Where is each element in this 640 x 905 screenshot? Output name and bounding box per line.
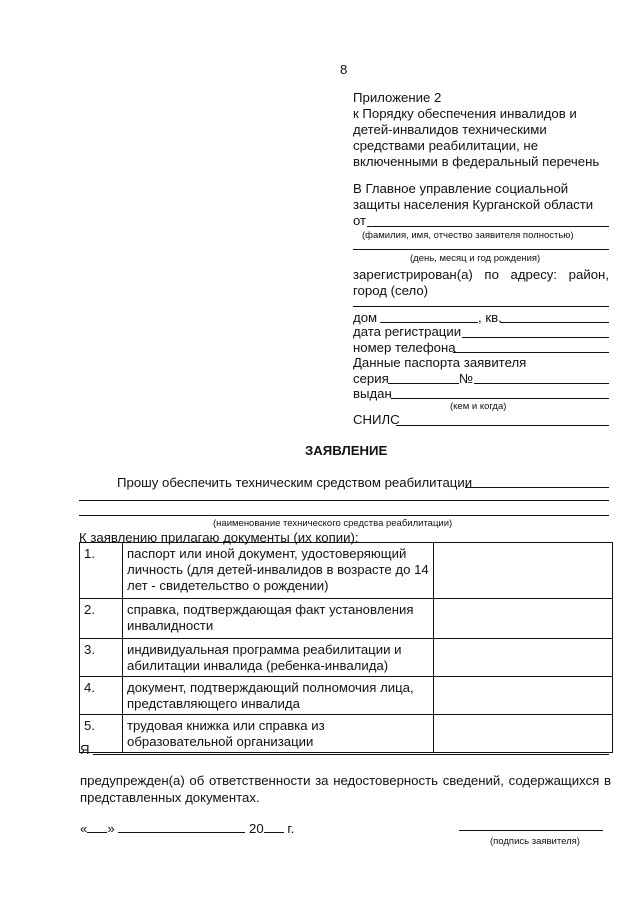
house-field[interactable]	[380, 322, 478, 323]
apartment-label: , кв.	[478, 310, 502, 325]
doc-note-cell[interactable]	[434, 599, 613, 639]
table-row	[80, 677, 613, 715]
series-label: серия	[353, 371, 389, 386]
from-label: от	[353, 213, 367, 228]
reg-date-field[interactable]	[462, 337, 609, 338]
issued-label: выдан	[353, 386, 392, 401]
appendix-title: Приложение 2	[353, 90, 442, 105]
doc-text: индивидуальная программа реабилитации и абилитации инвалида (ребенка-инвалида)	[123, 639, 434, 677]
apartment-field[interactable]	[500, 322, 609, 323]
fio-field[interactable]	[367, 226, 609, 227]
issued-field[interactable]	[391, 398, 609, 399]
doc-note-cell[interactable]	[434, 639, 613, 677]
doc-number: 4.	[80, 677, 123, 715]
dob-caption: (день, месяц и год рождения)	[410, 253, 541, 264]
snils-field[interactable]	[396, 425, 609, 426]
phone-label: номер телефона	[353, 340, 456, 355]
device-field-line-3[interactable]	[79, 515, 609, 516]
doc-text: справка, подтверждающая факт установления инвалидности	[123, 599, 434, 639]
doc-number: 5.	[80, 715, 123, 753]
table-row	[80, 543, 613, 599]
dob-field[interactable]	[353, 249, 609, 250]
day-field[interactable]	[87, 819, 107, 833]
address-field[interactable]	[353, 306, 609, 307]
year-prefix: 20	[249, 821, 264, 836]
documents-table	[79, 542, 613, 753]
fio-caption: (фамилия, имя, отчество заявителя полностью)	[362, 230, 574, 241]
issued-caption: (кем и когда)	[450, 401, 507, 412]
signature-caption: (подпись заявителя)	[490, 836, 580, 847]
page-number: 8	[340, 62, 348, 77]
table-row	[80, 639, 613, 677]
doc-note-cell[interactable]	[434, 715, 613, 753]
doc-text: документ, подтверждающий полномочия лица, представляющего инвалида	[123, 677, 434, 715]
appendix-line: к Порядку обеспечения инвалидов и	[353, 106, 577, 121]
attach-intro: К заявлению прилагаю документы (их копии):	[79, 530, 359, 545]
doc-number: 1.	[80, 543, 123, 599]
device-field[interactable]	[465, 487, 609, 488]
statement-heading: ЗАЯВЛЕНИЕ	[305, 443, 388, 458]
appendix-line: детей-инвалидов техническими	[353, 122, 547, 137]
phone-field[interactable]	[453, 352, 609, 353]
number-field[interactable]	[474, 383, 609, 384]
house-label: дом	[353, 310, 378, 325]
snils-label: СНИЛС	[353, 412, 400, 427]
quote-open: «	[80, 821, 88, 836]
addressee-line-2: защиты населения Курганской области	[353, 197, 594, 212]
doc-number: 2.	[80, 599, 123, 639]
doc-note-cell[interactable]	[434, 543, 613, 599]
table-row	[80, 715, 613, 753]
device-field-line-2[interactable]	[79, 500, 609, 501]
declaration-warning: предупрежден(а) об ответственности за недостоверность сведений, содержащихся в представленных документах.	[80, 773, 611, 805]
declaration-name-field[interactable]	[93, 754, 609, 755]
addressee-line-1: В Главное управление социальной	[353, 181, 569, 196]
appendix-line: включенными в федеральный перечень	[353, 154, 600, 169]
appendix-line: средствами реабилитации, не	[353, 138, 539, 153]
request-text: Прошу обеспечить техническим средством реабилитации	[117, 475, 473, 490]
reg-date-label: дата регистрации	[353, 324, 462, 339]
device-caption: (наименование технического средства реабилитации)	[213, 518, 453, 529]
doc-number: 3.	[80, 639, 123, 677]
passport-label: Данные паспорта заявителя	[353, 355, 527, 370]
doc-text: паспорт или иной документ, удостоверяющий личность (для детей-инвалидов в возрасте до 14 лет - свидетельство о рождении)	[123, 543, 434, 599]
date-field	[80, 819, 294, 837]
registered-address-label	[353, 267, 609, 283]
doc-note-cell[interactable]	[434, 677, 613, 715]
declaration-i: Я	[80, 742, 90, 757]
signature-field[interactable]	[459, 830, 603, 831]
year-suffix: г.	[287, 821, 295, 836]
month-field[interactable]	[118, 819, 245, 833]
table-row	[80, 599, 613, 639]
number-label: №	[459, 371, 474, 386]
doc-text: трудовая книжка или справка из образовательной организации	[123, 715, 434, 753]
series-field[interactable]	[388, 383, 459, 384]
registered-line-1: зарегистрирован(а) по адресу: район,	[353, 267, 609, 282]
registered-line-2: город (село)	[353, 283, 429, 298]
year-field[interactable]	[264, 819, 284, 833]
quote-close: »	[107, 821, 115, 836]
